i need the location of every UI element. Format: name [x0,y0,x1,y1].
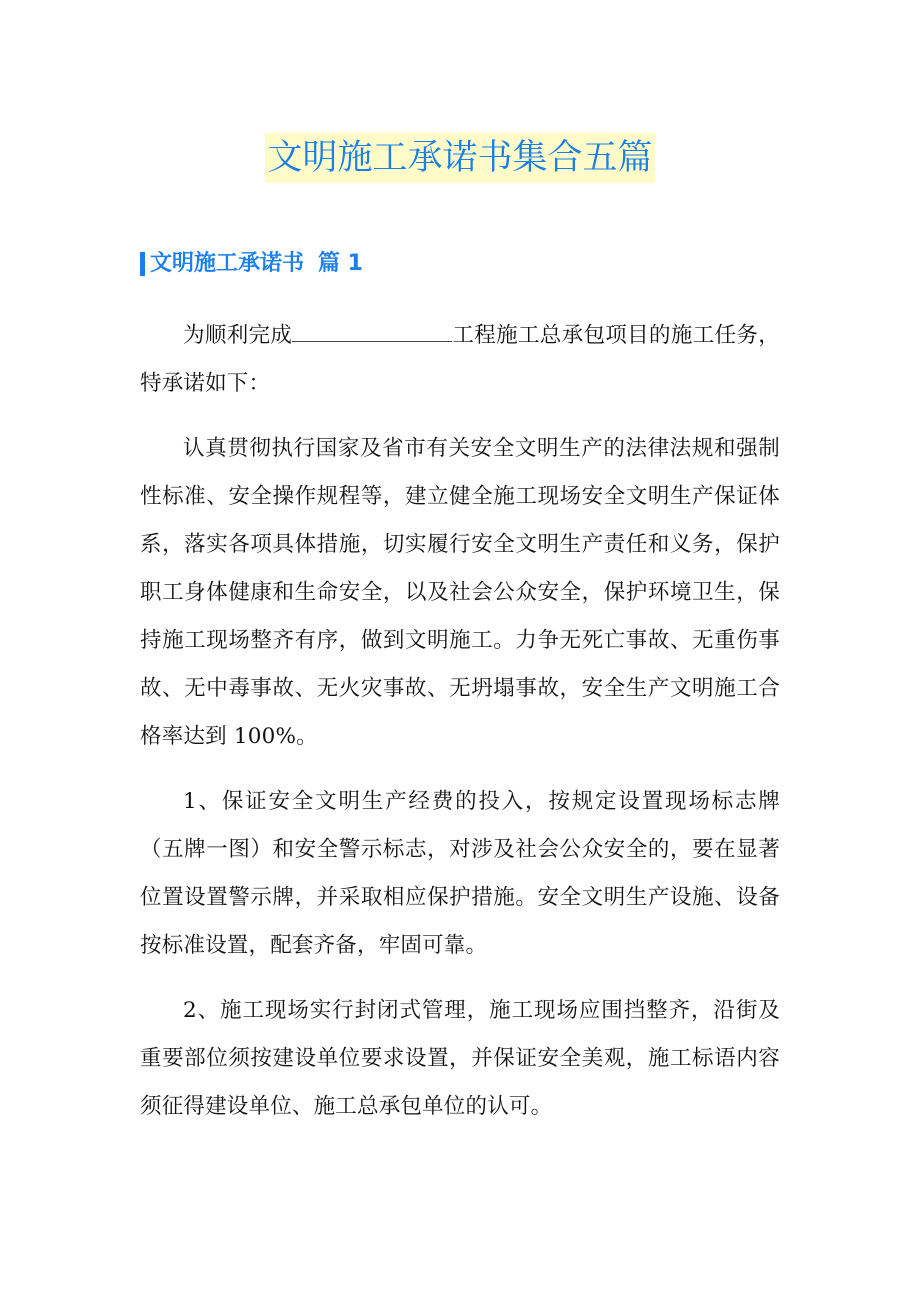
section-heading [140,248,363,280]
intro-text-before: 为顺利完成 [183,323,293,348]
page-title: 文明施工承诺书集合五篇 [265,133,654,183]
title-container [0,133,920,183]
paragraph-commitment: 认真贯彻执行国家及省市有关安全文明生产的法律法规和强制性标准、安全操作规程等，建立健全施工现场安全文明生产保证体系，落实各项具体措施，切实履行安全文明生产责任和义务，保护职工身体健康和生命安全，以及社会公众安全，保护环境卫生，保持施工现场整齐有序，做到文明施工。力争无死亡事故、无重伤事故、无中毒事故、无火灾事故、无坍塌事故，安全生产文明施工合格率达到 100%。 [140,436,780,749]
intro-text-after: 工程施工总承包项目的施工任务，特承诺如下： [140,323,780,396]
paragraph-intro [140,312,780,408]
paragraph-item-2: 2、施工现场实行封闭式管理，施工现场应围挡整齐，沿街及重要部位须按建设单位要求设置，并保证安全美观，施工标语内容须征得建设单位、施工总承包单位的认可。 [140,998,780,1119]
fill-in-blank [292,319,452,342]
heading-marker-bar [140,252,145,276]
section-heading-number: 篇 1 [318,251,363,276]
paragraph-item-1: 1、保证安全文明生产经费的投入，按规定设置现场标志牌（五牌一图）和安全警示标志，对涉及社会公众安全的，要在显著位置设置警示牌，并采取相应保护措施。安全文明生产设施、设备按标准设置，配套齐备，牢固可靠。 [140,789,780,958]
section-heading-text: 文明施工承诺书 [150,251,305,276]
document-body [140,312,780,1148]
